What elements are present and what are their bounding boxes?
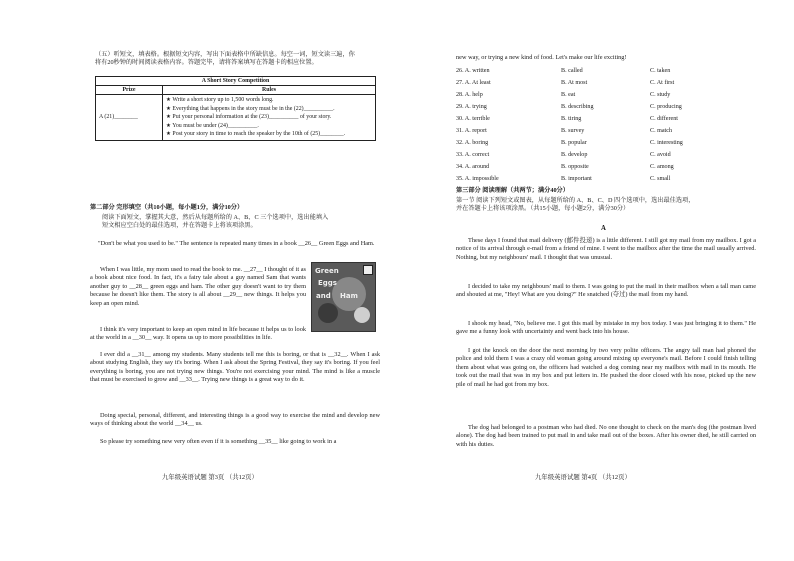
rules-cell xyxy=(163,95,376,141)
instruction-line: 阅读下面短文，掌握其大意，然后从每题所给的 A、B、C 三个选项中，选出能填入 xyxy=(102,214,329,221)
right-page xyxy=(397,0,794,561)
cloze-paragraph-1: "Don't be what you used to be." The sentence is repeated many times in a book __26__ Green Eggs and Ham. xyxy=(98,240,375,247)
part2-instructions xyxy=(102,214,382,231)
rule-item: ★ Put your personal information at the (23)__________ of your story. xyxy=(166,114,332,121)
prize-cell: A (21)________ xyxy=(96,95,163,141)
option-row: 32. A. boring B. popular C. interesting xyxy=(456,140,683,146)
image-shape xyxy=(318,303,338,323)
option-row: 26. A. written B. called C. taken xyxy=(456,68,671,74)
passage-label: A xyxy=(601,225,606,232)
options-list xyxy=(456,65,716,185)
instruction-line: 将有20秒钟的时间阅读表格内容。答题完毕，请将答案填写在答题卡的相应位置。 xyxy=(95,59,318,67)
option-row: 29. A. trying B. describing C. producing xyxy=(456,104,682,110)
option-row: 33. A. correct B. develop C. avoid xyxy=(456,152,671,158)
image-word: Ham xyxy=(340,292,358,300)
option-row: 28. A. help B. eat C. study xyxy=(456,92,671,98)
star-icon: ★ xyxy=(166,105,171,112)
cloze-paragraph-4: I ever did a __31__ among my students. Many students tell me this is boring, or that is __32__. When I ask about studying English, they say it's boring. When I ask about the Spring Festival, they say it's boring. If you feel everything is boring, you are not trying new things. You're not exercising your mind. The mind is like a muscle that must be exercised to grow and __33__. Trying new things is a great way to do it. xyxy=(90,351,380,384)
star-icon: ★ xyxy=(166,114,171,121)
page-footer: 九年级英语试题 第4页 （共12页） xyxy=(535,474,631,481)
book-cover-image xyxy=(311,262,376,332)
instruction-line: 并在答题卡上将该项涂黑。（共15小题，每小题2分，满分30分） xyxy=(456,205,630,213)
continued-line: new way, or trying a new kind of food. Let's make our life exciting! xyxy=(456,54,627,61)
image-word: Eggs xyxy=(318,279,337,287)
star-icon: ★ xyxy=(166,97,171,103)
option-row: 35. A. impossible B. important C. small xyxy=(456,176,671,182)
reading-paragraph-5: The dog had belonged to a postman who had died. No one thought to check on the man's dog (the postman lived alone). The dog had been trained to put mail in and take mail out of the boxes. After his owner died, he still carried on with his duties. xyxy=(456,424,756,448)
star-icon: ★ xyxy=(166,131,171,138)
instruction-line: 第一节 阅读下列短文或图表，从每题所给的 A、B、C、D 四个选项中，选出最佳选项， xyxy=(456,197,695,204)
image-word: Green xyxy=(315,267,339,275)
reading-paragraph-2: I decided to take my neighbours' mail to them. I was going to put the mail in their mailbox when a tall man came and shouted at me, "Hey! What are you doing?" He snatched (夺过) the mail from my hand. xyxy=(456,283,756,299)
rule-item: ★ You must be under (24)__________. xyxy=(166,122,259,129)
option-row: 34. A. around B. opposite C. among xyxy=(456,164,674,170)
rule-item: ★ Write a short story up to 1,500 words long. xyxy=(166,97,274,103)
reading-paragraph-1: These days I found that mail delivery (邮件投递) is a little different. I still got my mail from my mailbox. I got a notice of its arrival through e-mail from a friend of mine. I went to the mailbox after the time the mail usually arrived. Nothing, but my neighbours' mail. I thought that was unusual. xyxy=(456,237,756,261)
reading-paragraph-4: I got the knock on the door the next morning by two very polite officers. The angry tall man had phoned the police and told them I was a crazy old woman going around mixing up everyone's mail. Before I could finish telling them about what was going on, the officers had watched a dog coming near my mailbox with mail in its mouth. He took out the mail that was in my box and put letters in. He pushed the door closed with his nose, picked up the new pile of mail he had got from my box. xyxy=(456,347,756,388)
table-header-rules: Rules xyxy=(163,86,376,95)
option-row: 30. A. terrible B. tiring C. different xyxy=(456,116,678,122)
table-title: A Short Story Competition xyxy=(96,77,376,86)
competition-table xyxy=(95,76,376,141)
part3-instructions xyxy=(456,197,756,214)
part3-title: 第三部分 阅读理解（共两节；满分40分） xyxy=(456,187,569,194)
cloze-paragraph-5: Doing special, personal, different, and interesting things is a good way to exercise the mind and develop new ways of thinking about the world __34__ us. xyxy=(90,412,380,428)
rule-item: ★ Post your story in time to reach the speaker by the 10th of (25)________. xyxy=(166,131,346,138)
table-header-prize: Prize xyxy=(96,86,163,95)
instruction-line: 短文相应空白处的最佳选项，并在答题卡上将该项涂黑。 xyxy=(102,222,257,230)
image-word: and xyxy=(316,292,331,300)
corner-badge xyxy=(363,265,373,275)
cloze-paragraph-3: I think it's very important to keep an open mind in life because it helps us to look at the world in a __30__ way. It opens us up to more possibilities in life. xyxy=(90,326,306,342)
option-row: 31. A. report B. survey C. match xyxy=(456,128,673,134)
rule-item: ★ Everything that happens in the story must be in the (22)__________. xyxy=(166,105,335,112)
cloze-paragraph-6: So please try something new very often even if it is something __35__ like going to work in a xyxy=(100,438,337,445)
reading-paragraph-3: I shook my head, "No, believe me. I got this mail by mistake in my box today. I was just bringing it to them." He gave me a funny look with uncertainty and went back into his house. xyxy=(456,320,756,336)
page-footer: 九年级英语试题 第3页 （共12页） xyxy=(162,474,258,481)
option-row: 27. A. At least B. At most C. At first xyxy=(456,80,675,86)
star-icon: ★ xyxy=(166,122,171,129)
part2-title: 第二部分 完形填空（共10小题，每小题1分，满分10分） xyxy=(90,204,244,211)
instruction-line: （五）听短文，填表格。根据短文内容，写出下面表格中所缺信息。每空一词，短文读三遍，你 xyxy=(95,51,355,58)
section-five-instructions xyxy=(95,51,383,68)
image-shape xyxy=(354,307,370,323)
cloze-paragraph-2: When I was little, my mom used to read the book to me. __27__ I thought of it as a book about nice food. In fact, it's a fairy tale about a guy named Sam that wants another guy to __28__ green eggs and ham. The other guy doesn't want to try them because he doesn't like them. The story is all about __29__ new things. It helps you keep an open mind. xyxy=(90,266,306,307)
